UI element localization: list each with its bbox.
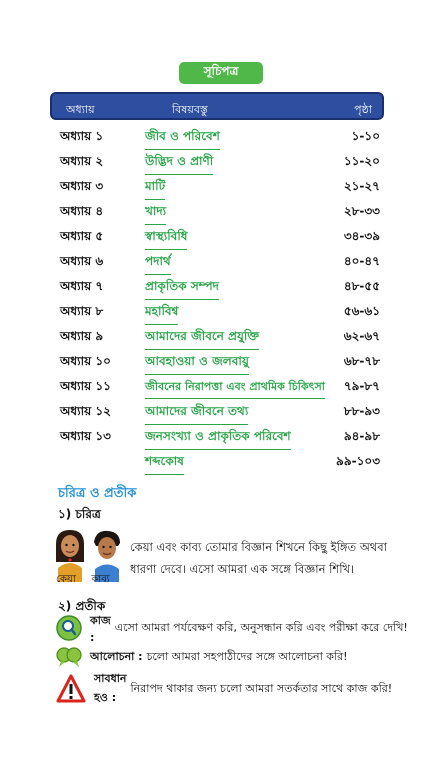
toc-subject[interactable]: খাদ্য [145, 203, 166, 225]
toc-subject[interactable]: পদার্থ [145, 253, 171, 275]
toc-subject[interactable]: আমাদের জীবনে প্রযুক্তি [145, 328, 259, 350]
toc-row[interactable] [60, 403, 380, 423]
toc-pages: ৩৪-৩৯ [343, 229, 380, 243]
discussion-label: আলোচনা : [90, 649, 143, 663]
toc-chapter: অধ্যায় ৬ [60, 254, 104, 268]
toc-subject[interactable]: জীবনের নিরাপত্তা এবং প্রাথমিক চিকিৎসা [145, 378, 325, 399]
toc-chapter: অধ্যায় ৫ [60, 229, 104, 243]
toc-chapter: অধ্যায় ১১ [60, 379, 111, 393]
toc-row[interactable] [60, 128, 380, 148]
toc-subject[interactable]: প্রাকৃতিক সম্পদ [145, 278, 219, 300]
characters-heading: ১) চরিত্র [58, 507, 101, 521]
discussion-icon [56, 644, 82, 670]
toc-pages: ৫৬-৬১ [343, 304, 380, 318]
toc-row[interactable] [60, 303, 380, 323]
caution-label: সাবধান হও : [94, 672, 127, 704]
toc-chapter: অধ্যায় ১২ [60, 404, 111, 418]
toc-chapter: অধ্যায় ২ [60, 154, 104, 168]
toc-chapter: অধ্যায় ১ [60, 129, 104, 143]
toc-subject[interactable]: আবহাওয়া ও জলবায়ু [145, 353, 249, 375]
character-names [56, 572, 136, 589]
toc-pages: ১১-২০ [343, 154, 380, 168]
toc-subject[interactable]: মাটি [145, 178, 165, 200]
toc-pages: ৯৯-১০৩ [336, 454, 380, 468]
toc-chapter: অধ্যায় ৪ [60, 204, 104, 218]
toc-pages: ৬৮-৭৮ [343, 354, 380, 368]
header-chapter: অধ্যায় [66, 103, 95, 116]
toc-chapter: অধ্যায় ১৩ [60, 429, 111, 443]
toc-pages: ৪৮-৫৫ [343, 279, 380, 293]
toc-row[interactable] [60, 203, 380, 223]
activity-label: কাজ : [90, 614, 111, 644]
section-title: চরিত্র ও প্রতীক [58, 486, 137, 501]
header-page: পৃষ্ঠা [354, 103, 372, 116]
toc-row[interactable] [60, 428, 380, 448]
toc-subject[interactable]: জীব ও পরিবেশ [145, 128, 220, 150]
warning-icon [56, 674, 86, 704]
toc-pages: ৪০-৪৭ [343, 254, 380, 268]
symbol-row-discussion [56, 643, 386, 671]
toc-row[interactable] [60, 378, 380, 398]
toc-subject[interactable]: উদ্ভিদ ও প্রাণী [145, 153, 213, 175]
symbol-row-activity [56, 614, 408, 644]
toc-row[interactable] [60, 353, 380, 373]
toc-subject[interactable]: মহাবিশ্ব [145, 303, 178, 325]
toc-subject[interactable]: জনসংখ্যা ও প্রাকৃতিক পরিবেশ [145, 428, 291, 450]
discussion-text: চলো আমরা সহপাঠীদের সঙ্গে আলোচনা করি! [146, 649, 348, 663]
toc-row[interactable] [60, 228, 380, 248]
character-name-keya: কেয়া [56, 574, 76, 585]
toc-subject[interactable]: স্বাস্থ্যবিধি [145, 228, 187, 250]
toc-chapter: অধ্যায় ৯ [60, 329, 104, 343]
toc-chapter: অধ্যায় ৩ [60, 179, 104, 193]
character-name-kabbo: কাব্য [91, 574, 110, 585]
caution-text: নিরাপদ থাকার জন্য চলো আমরা সতর্কতার সাথে কাজ করি! [130, 681, 393, 695]
toc-chapter: অধ্যায় ৮ [60, 304, 104, 318]
toc-pages: ২১-২৭ [343, 179, 380, 193]
page-title: সূচিপত্র [179, 62, 263, 84]
toc-header [50, 92, 384, 120]
magnifier-icon [56, 615, 82, 641]
toc-row[interactable] [60, 278, 380, 298]
toc-chapter: অধ্যায় ৭ [60, 279, 104, 293]
toc-pages: ৯৪-৯৮ [343, 429, 380, 443]
toc-row[interactable] [60, 153, 380, 173]
toc-pages: ৮৮-৯৩ [343, 404, 380, 418]
toc-row[interactable] [60, 328, 380, 348]
toc-row[interactable] [60, 253, 380, 273]
toc-subject[interactable]: শব্দকোষ [145, 453, 184, 475]
symbol-row-caution [56, 672, 393, 705]
characters-description: কেয়া এবং কাব্য তোমার বিজ্ঞান শিখনে কিছু ইঙ্গিত অথবা ধারণা দেবে। এসো আমরা এক সঙ্গে বিজ্ঞান শিখি। [130, 540, 387, 576]
toc-pages: ২৮-৩৩ [343, 204, 380, 218]
toc-row[interactable] [60, 178, 380, 198]
toc-pages: ৭৯-৮৭ [343, 379, 380, 393]
toc-subject[interactable]: আমাদের জীবনে তথ্য [145, 403, 248, 425]
toc-row[interactable] [60, 453, 380, 473]
header-subject: বিষয়বস্তু [172, 103, 208, 116]
toc-pages: ৬২-৬৭ [343, 329, 380, 343]
toc-chapter: অধ্যায় ১০ [60, 354, 111, 368]
symbols-heading: ২) প্রতীক [58, 599, 106, 613]
toc-pages: ১-১০ [351, 129, 380, 143]
activity-text: এসো আমরা পর্যবেক্ষণ করি, অনুসন্ধান করি এবং পরীক্ষা করে দেখি! [114, 620, 408, 634]
